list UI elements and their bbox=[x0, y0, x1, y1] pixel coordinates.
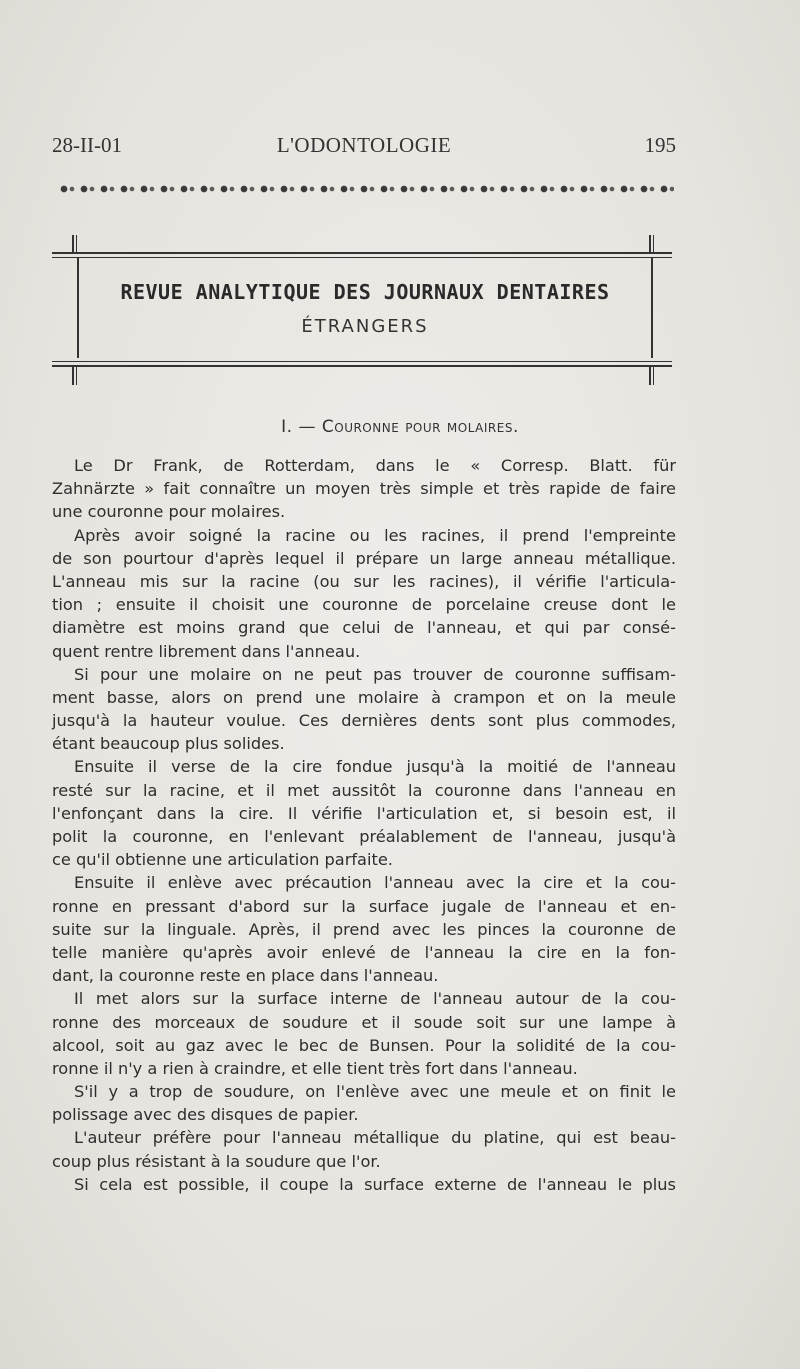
article-body bbox=[52, 454, 676, 1196]
body-line: Le Dr Frank, de Rotterdam, dans le « Corresp. Blatt. für bbox=[74, 456, 676, 475]
body-line: Ensuite il enlève avec précaution l'anneau avec la cire et la cou- bbox=[74, 873, 676, 893]
bottom-rule-outer bbox=[52, 365, 672, 367]
journal-title: L'ODONTOLOGIE bbox=[276, 133, 452, 157]
corner-tick-tl bbox=[72, 235, 74, 252]
body-line: l'enfonçant dans la cire. Il vérifie l'articulation et, si besoin est, il bbox=[52, 803, 676, 823]
article-heading bbox=[0, 417, 800, 437]
body-line: ce qu'il obtienne une articulation parfaite. bbox=[52, 850, 393, 870]
section-title: REVUE ANALYTIQUE DES JOURNAUX DENTAIRES bbox=[120, 280, 610, 304]
body-line: de son pourtour d'après lequel il prépare un large anneau métallique. bbox=[52, 548, 676, 568]
running-head bbox=[52, 133, 676, 161]
body-line: Si cela est possible, il coupe la surface externe de l'anneau le plus bbox=[74, 1174, 676, 1194]
body-line: une couronne pour molaires. bbox=[52, 502, 286, 522]
body-line: dant, la couronne reste en place dans l'anneau. bbox=[52, 966, 439, 986]
issue-date: 28-II-01 bbox=[52, 133, 122, 157]
corner-tick-tr bbox=[649, 235, 651, 252]
bottom-rule-inner bbox=[52, 361, 672, 362]
body-line: coup plus résistant à la soudure que l'or. bbox=[52, 1151, 381, 1171]
body-line: ronne en pressant d'abord sur la surface jugale de l'anneau et en- bbox=[52, 896, 676, 916]
section-subtitle: ÉTRANGERS bbox=[301, 316, 429, 337]
body-line: resté sur la racine, et il met aussitôt la couronne dans l'anneau en bbox=[52, 780, 676, 800]
body-line: tion ; ensuite il choisit une couronne de porcelaine creuse dont le bbox=[52, 595, 676, 615]
body-line: suite sur la linguale. Après, il prend avec les pinces la couronne de bbox=[52, 919, 676, 939]
corner-tick-br bbox=[649, 367, 651, 385]
body-line: ment basse, alors on prend une molaire à crampon et on la meule bbox=[52, 687, 676, 707]
body-line: étant beaucoup plus solides. bbox=[52, 734, 285, 754]
body-line: alcool, soit au gaz avec le bec de Bunsen. Pour la solidité de la cou- bbox=[52, 1035, 676, 1055]
body-line: ronne il n'y a rien à craindre, et elle tient très fort dans l'anneau. bbox=[52, 1058, 578, 1078]
body-line: Il met alors sur la surface interne de l'anneau autour de la cou- bbox=[74, 989, 676, 1009]
body-line: polit la couronne, en l'enlevant préalablement de l'anneau, jusqu'à bbox=[52, 827, 676, 846]
article-number: I. — bbox=[281, 417, 316, 437]
page-number: 195 bbox=[644, 133, 676, 157]
body-line: Si pour une molaire on ne peut pas trouver de couronne suffisam- bbox=[74, 664, 676, 684]
body-line: Ensuite il verse de la cire fondue jusqu'à la moitié de l'anneau bbox=[74, 757, 676, 777]
corner-tick-br-2 bbox=[653, 367, 654, 385]
article-title: Couronne pour molaires. bbox=[321, 417, 519, 437]
top-rule-outer bbox=[52, 252, 672, 254]
body-line: Après avoir soigné la racine ou les racines, il prend l'empreinte bbox=[74, 525, 676, 545]
body-line: polissage avec des disques de papier. bbox=[52, 1105, 359, 1125]
decorative-border-ornament bbox=[58, 182, 674, 196]
body-line: Zahnärzte » fait connaître un moyen très simple et très rapide de faire bbox=[52, 479, 676, 499]
body-line: L'auteur préfère pour l'anneau métallique du platine, qui est beau- bbox=[74, 1128, 676, 1148]
corner-tick-tr-2 bbox=[653, 235, 654, 252]
corner-tick-tl-2 bbox=[76, 235, 77, 252]
title-box bbox=[77, 258, 653, 358]
corner-tick-bl-2 bbox=[76, 367, 77, 385]
body-line: S'il y a trop de soudure, on l'enlève avec une meule et on finit le bbox=[74, 1082, 676, 1102]
body-line: L'anneau mis sur la racine (ou sur les racines), il vérifie l'articula- bbox=[52, 571, 676, 591]
body-line: jusqu'à la hauteur voulue. Ces dernières dents sont plus commodes, bbox=[52, 711, 676, 731]
body-line: diamètre est moins grand que celui de l'anneau, et qui par consé- bbox=[52, 618, 676, 638]
corner-tick-bl bbox=[72, 367, 74, 385]
body-line: ronne des morceaux de soudure et il soude soit sur une lampe à bbox=[52, 1012, 676, 1032]
body-line: telle manière qu'après avoir enlevé de l'anneau la cire en la fon- bbox=[52, 942, 676, 962]
body-line: quent rentre librement dans l'anneau. bbox=[52, 641, 361, 661]
